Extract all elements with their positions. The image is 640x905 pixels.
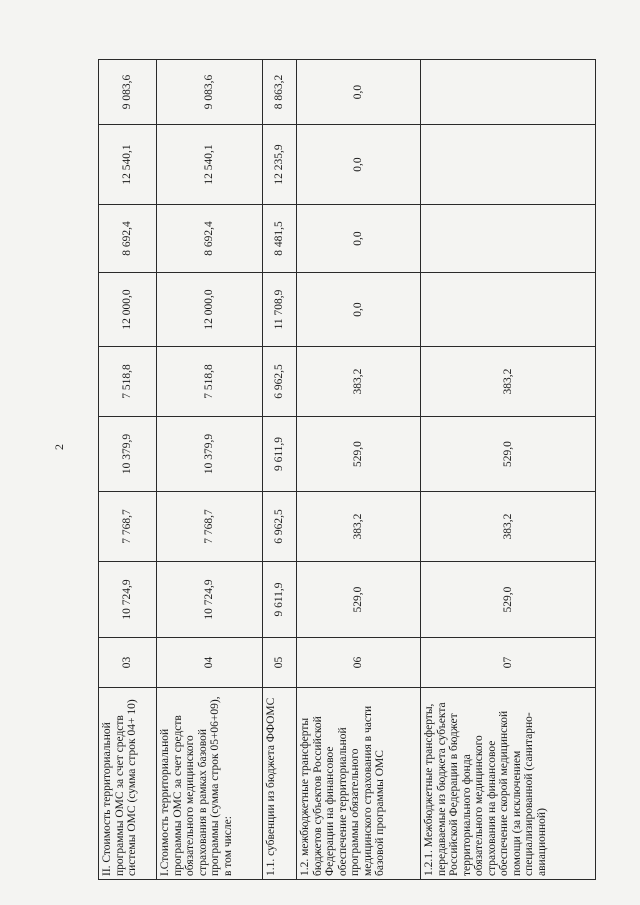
value-cell: 10 379,9 bbox=[157, 417, 263, 492]
value-cell: 12 000,0 bbox=[157, 273, 263, 347]
value-cell bbox=[421, 125, 596, 205]
page-number: 2 bbox=[52, 444, 66, 450]
row-code: 06 bbox=[297, 638, 421, 688]
value-cell: 12 540,1 bbox=[157, 125, 263, 205]
table-row bbox=[99, 60, 157, 880]
table-row bbox=[263, 60, 297, 880]
row-code: 07 bbox=[421, 638, 596, 688]
value-cell: 12 235,9 bbox=[263, 125, 297, 205]
row-name: II. Стоимость территориальной программы ОМС за счет средств системы ОМС (сумма строк 04+ 10) bbox=[99, 688, 157, 880]
value-cell: 383,2 bbox=[297, 347, 421, 417]
value-cell: 8 863,2 bbox=[263, 60, 297, 125]
table-body bbox=[99, 60, 596, 880]
value-cell: 8 481,5 bbox=[263, 205, 297, 273]
value-cell: 10 724,9 bbox=[99, 562, 157, 638]
row-code: 04 bbox=[157, 638, 263, 688]
value-cell: 529,0 bbox=[297, 562, 421, 638]
value-cell: 383,2 bbox=[297, 492, 421, 562]
table-row bbox=[157, 60, 263, 880]
value-cell: 9 611,9 bbox=[263, 562, 297, 638]
row-code: 03 bbox=[99, 638, 157, 688]
value-cell: 6 962,5 bbox=[263, 492, 297, 562]
value-cell: 0,0 bbox=[297, 60, 421, 125]
value-cell: 529,0 bbox=[297, 417, 421, 492]
value-cell: 7 768,7 bbox=[99, 492, 157, 562]
value-cell: 9 083,6 bbox=[157, 60, 263, 125]
value-cell: 11 708,9 bbox=[263, 273, 297, 347]
rotated-table-container bbox=[98, 60, 595, 880]
value-cell: 7 518,8 bbox=[157, 347, 263, 417]
value-cell: 10 724,9 bbox=[157, 562, 263, 638]
value-cell: 9 083,6 bbox=[99, 60, 157, 125]
value-cell: 529,0 bbox=[421, 562, 596, 638]
value-cell bbox=[421, 205, 596, 273]
value-cell: 0,0 bbox=[297, 125, 421, 205]
value-cell: 9 611,9 bbox=[263, 417, 297, 492]
value-cell: 0,0 bbox=[297, 273, 421, 347]
row-name: 1.1. субвенции из бюджета ФФОМС bbox=[263, 688, 297, 880]
finance-table bbox=[98, 59, 596, 880]
value-cell: 7 518,8 bbox=[99, 347, 157, 417]
value-cell: 7 768,7 bbox=[157, 492, 263, 562]
value-cell: 0,0 bbox=[297, 205, 421, 273]
table-row bbox=[421, 60, 596, 880]
row-name: 1.2.1. Межбюджетные трансферты, передаваемые из бюджета субъекта Российской Федерации в бюджет территориального фонда обязательного медицинского страхования на финансовое обеспечение скорой медицинской помощи (за исключением специализированной (санитарно-авиационной) bbox=[421, 688, 596, 880]
value-cell: 8 692,4 bbox=[157, 205, 263, 273]
value-cell: 383,2 bbox=[421, 492, 596, 562]
value-cell: 12 000,0 bbox=[99, 273, 157, 347]
table-row bbox=[297, 60, 421, 880]
value-cell: 10 379,9 bbox=[99, 417, 157, 492]
row-code: 05 bbox=[263, 638, 297, 688]
value-cell: 8 692,4 bbox=[99, 205, 157, 273]
value-cell: 12 540,1 bbox=[99, 125, 157, 205]
value-cell bbox=[421, 273, 596, 347]
value-cell bbox=[421, 60, 596, 125]
value-cell: 6 962,5 bbox=[263, 347, 297, 417]
row-name: I.Стоимость территориальной программы ОМС за счет средств обязательного медицинского страхования в рамках базовой программы (сумма строк 05+06+09), в том числе: bbox=[157, 688, 263, 880]
row-name: 1.2. межбюджетные трансферты бюджетов субъектов Российской Федерации на финансовое обеспечение территориальной программы обязательного медицинского страхования в части базовой программы ОМС bbox=[297, 688, 421, 880]
value-cell: 529,0 bbox=[421, 417, 596, 492]
value-cell: 383,2 bbox=[421, 347, 596, 417]
